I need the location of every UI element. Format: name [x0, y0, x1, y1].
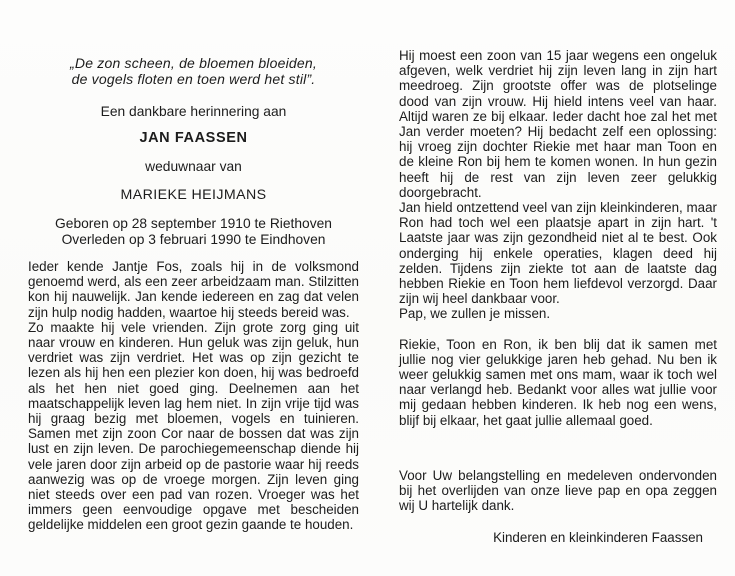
dedication-text: Een dankbare herinnering aan	[100, 104, 287, 119]
birth-date-line: Geboren op 28 september 1910 te Riethoven	[55, 216, 332, 231]
life-dates	[28, 216, 359, 248]
memorial-card-right-page	[399, 48, 717, 545]
farewell-line: Pap, we zullen je missen.	[399, 306, 551, 322]
signature-text: Kinderen en kleinkinderen Faassen	[493, 530, 703, 546]
biography-paragraph-1: Ieder kende Jantje Fos, zoals hij in de volksmond genoemd werd, als een zeer arbeidzaam man. Stilzitten kon hij nauwelijk. Jan kende iedereen en zag dat velen zijn hulp nodig hadden, waartoe hij steeds bereid was.	[28, 259, 359, 320]
relation-text: weduwnaar van	[145, 159, 242, 174]
biography-text	[28, 259, 359, 533]
acknowledgement-text: Voor Uw belangstelling en medeleven ondervonden bij het overlijden van onze lieve pap en opa zeggen wij U hartelijk dank.	[399, 467, 717, 514]
quote-line-2: de vogels floten en toen werd het stil”.	[71, 70, 316, 87]
memorial-card-left-page	[28, 48, 359, 533]
death-date-line: Overleden op 3 februari 1990 te Eindhoven	[61, 232, 326, 247]
life-story-text	[399, 48, 717, 428]
message-to-children-paragraph: Riekie, Toon en Ron, ik ben blij dat ik samen met jullie nog vier gelukkige jaren heb gehad. Nu ben ik weer gelukkig samen met ons mam, waar ik toch wel naar verlangd heb. Bedankt voor alles wat jullie voor mij gedaan hebben kinderen. Ik heb nog een wens, blijf bij elkaar, het gaat jullie allemaal goed.	[399, 336, 717, 428]
opening-quote	[28, 56, 359, 87]
deceased-name: JAN FAASSEN	[139, 130, 248, 146]
quote-line-1: „De zon scheen, de bloemen bloeiden,	[70, 55, 317, 71]
spouse-name: MARIEKE HEIJMANS	[120, 187, 267, 203]
life-story-paragraph-1: Hij moest een zoon van 15 jaar wegens een ongeluk afgeven, welk verdriet hij zijn leven lang in zijn hart meedroeg. Zijn grootste offer was de plotselinge dood van zijn vrouw. Hij hield intens veel van haar. Altijd waren ze bij elkaar. Ieder dacht hoe zal het met Jan verder moeten? Hij bedacht zelf een oplossing: hij vroeg zijn dochter Riekie met haar man Toon en de kleine Ron bij hem te komen wonen. In hun gezin heeft hij de rest van zijn leven zeer gelukkig doorgebracht.	[399, 48, 717, 200]
life-story-paragraph-2: Jan hield ontzettend veel van zijn kleinkinderen, maar Ron had toch wel een plaatsje apart in zijn hart. 't Laatste jaar was zijn gezondheid niet al te best. Ook onderging hij enkele operaties, klagen deed hij zelden. Tijdens zijn ziekte tot aan de laatste dag hebben Riekie en Toon hem liefdevol verzorgd. Daar zijn wij heel dankbaar voor.	[399, 200, 717, 307]
biography-paragraph-2: Zo maakte hij vele vrienden. Zijn grote zorg ging uit naar vrouw en kinderen. Hun geluk was zijn geluk, hun verdriet was zijn verdriet. Het was op zijn gezicht te lezen als hij hen een plezier kon doen, hij was bedroefd als het hen niet goed ging. Deelnemen aan het maatschappelijk leven lag hem niet. In zijn vrije tijd was hij graag bezig met bloemen, vogels en tuinieren. Samen met zijn zoon Cor naar de bossen dat was zijn lust en zijn leven. De parochiegemeenschap diende hij vele jaren door zijn arbeid op de pastorie waar hij reeds aanwezig was op de vroege morgen. Zijn leven ging niet steeds over een pad van rozen. Vroeger was het immers geen eenvoudige opgave met bescheiden geldelijke middelen een groot gezin gaande te houden.	[28, 319, 359, 533]
